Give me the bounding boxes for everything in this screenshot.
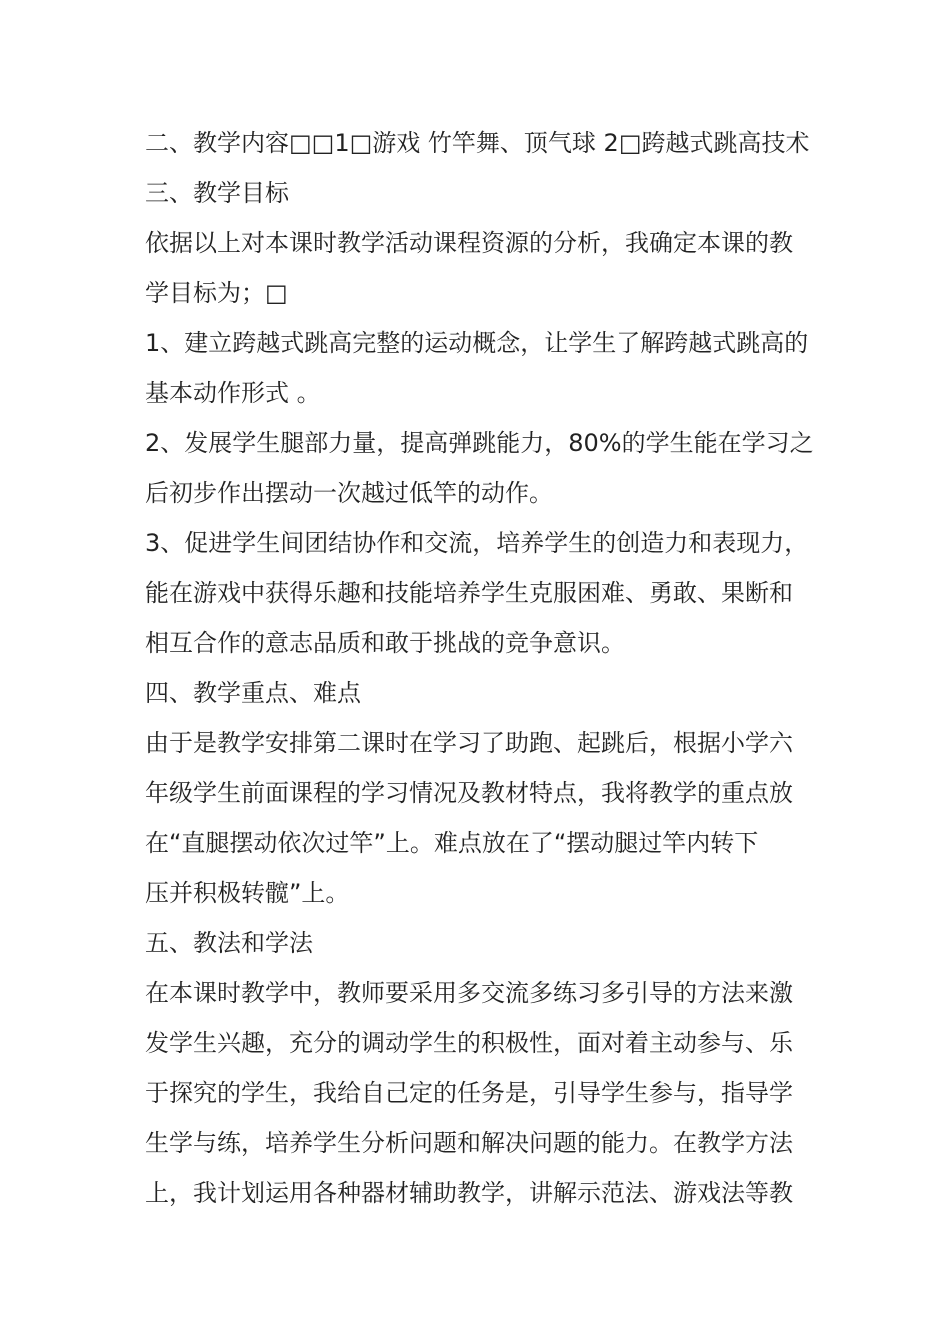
text-line: 三、教学目标	[145, 179, 289, 207]
text-line: 2、发展学生腿部力量，提高弹跳能力，80%的学生能在学习之	[145, 429, 814, 457]
text-line: 学目标为；□	[145, 279, 288, 307]
list-item-objective-1	[145, 318, 825, 418]
text-line: 二、教学内容□□1□游戏 竹竿舞、顶气球 2□跨越式跳高技术	[145, 129, 810, 157]
section-heading-objectives	[145, 168, 825, 218]
text-line: 压并积极转髋”上。	[145, 879, 350, 907]
text-line: 相互合作的意志品质和敢于挑战的竞争意识。	[145, 629, 625, 657]
text-line: 依据以上对本课时教学活动课程资源的分析，我确定本课的教	[145, 229, 793, 257]
text-line: 上，我计划运用各种器材辅助教学，讲解示范法、游戏法等教	[145, 1179, 793, 1207]
text-line: 发学生兴趣，充分的调动学生的积极性，面对着主动参与、乐	[145, 1029, 793, 1057]
paragraph-key-points	[145, 718, 825, 918]
text-line: 在本课时教学中，教师要采用多交流多练习多引导的方法来激	[145, 979, 793, 1007]
text-line: 1、建立跨越式跳高完整的运动概念，让学生了解跨越式跳高的	[145, 329, 809, 357]
section-heading-teaching-content	[145, 118, 825, 168]
text-line: 3、促进学生间团结协作和交流，培养学生的创造力和表现力，	[145, 529, 809, 557]
section-heading-methods	[145, 918, 825, 968]
paragraph-methods	[145, 968, 825, 1218]
document-body	[145, 118, 825, 1218]
list-item-objective-3	[145, 518, 825, 668]
text-line: 在“直腿摆动依次过竿”上。难点放在了“摆动腿过竿内转下	[145, 829, 759, 857]
paragraph-objectives-intro	[145, 218, 825, 318]
text-line: 后初步作出摆动一次越过低竿的动作。	[145, 479, 553, 507]
text-line: 年级学生前面课程的学习情况及教材特点，我将教学的重点放	[145, 779, 793, 807]
text-line: 五、教法和学法	[145, 929, 313, 957]
text-line: 能在游戏中获得乐趣和技能培养学生克服困难、勇敢、果断和	[145, 579, 793, 607]
text-line: 基本动作形式 。	[145, 379, 321, 407]
list-item-objective-2	[145, 418, 825, 518]
section-heading-key-points	[145, 668, 825, 718]
text-line: 由于是教学安排第二课时在学习了助跑、起跳后，根据小学六	[145, 729, 793, 757]
text-line: 于探究的学生，我给自己定的任务是，引导学生参与，指导学	[145, 1079, 793, 1107]
text-line: 生学与练，培养学生分析问题和解决问题的能力。在教学方法	[145, 1129, 793, 1157]
text-line: 四、教学重点、难点	[145, 679, 361, 707]
